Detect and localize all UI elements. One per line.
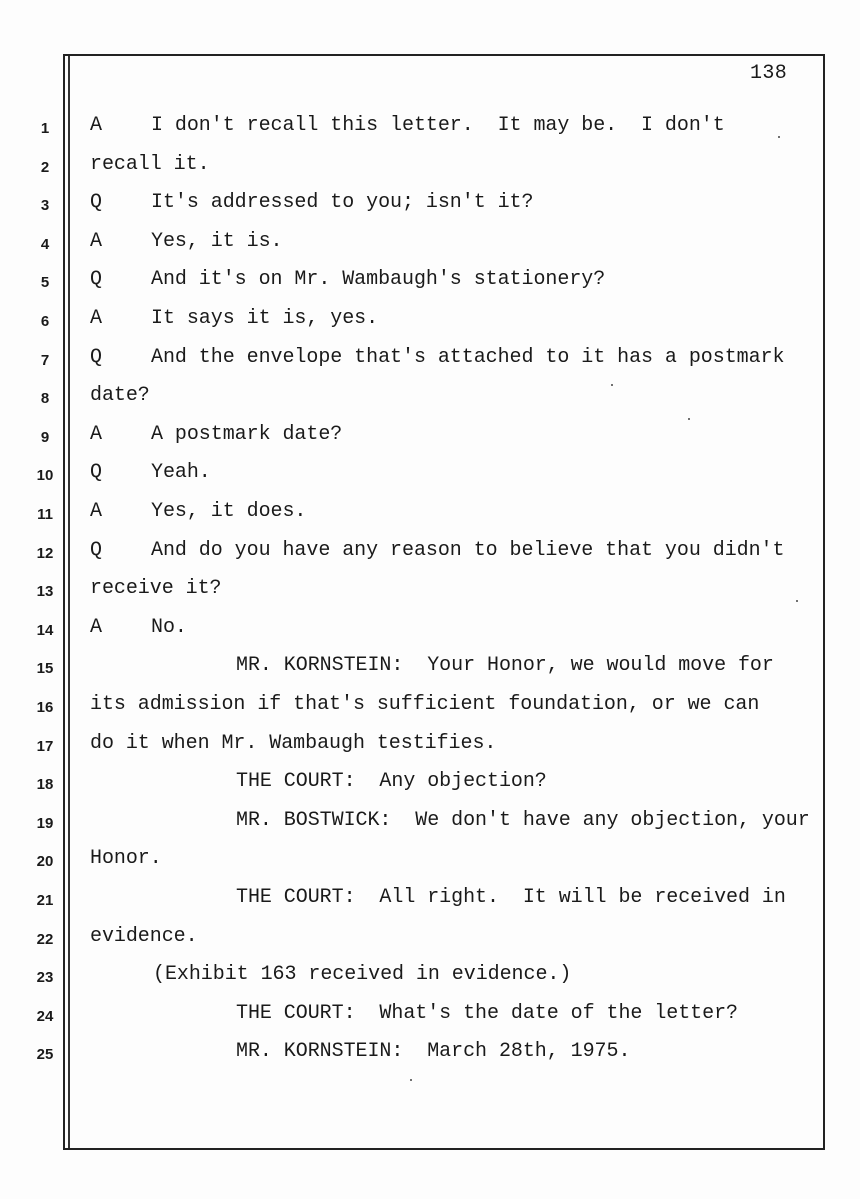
transcript-line: [0, 191, 860, 229]
line-text: recall it.: [90, 152, 210, 176]
speaker-label: A: [90, 615, 103, 639]
line-number: 3: [40, 197, 50, 215]
line-text: It says it is, yes.: [151, 307, 379, 330]
speaker-label: A: [90, 422, 103, 446]
speaker-label: Q: [90, 538, 103, 562]
line-text: It's addressed to you; isn't it?: [151, 191, 534, 215]
transcript-line: [0, 500, 860, 538]
line-text: I don't recall this letter. It may be. I don't: [151, 114, 725, 137]
transcript-line: [0, 114, 860, 152]
transcript-line: [0, 423, 860, 461]
transcript-line: [0, 963, 860, 1001]
line-number: 21: [36, 892, 54, 909]
transcript-line: [0, 693, 860, 731]
transcript-line: [0, 770, 860, 808]
transcript-line: [0, 268, 860, 306]
line-text: Yeah.: [151, 461, 211, 485]
line-number: 6: [40, 313, 50, 330]
line-number: 13: [36, 583, 54, 601]
transcript-line: [0, 925, 860, 963]
page-number: 138: [750, 62, 788, 85]
line-text: Yes, it does.: [151, 500, 307, 523]
line-text: evidence.: [90, 924, 198, 948]
transcript-line: [0, 307, 860, 345]
line-number: 25: [36, 1046, 54, 1064]
transcript-line: [0, 809, 860, 847]
transcript-line: [0, 153, 860, 191]
line-number: 20: [36, 853, 54, 871]
transcript-line: [0, 1002, 860, 1040]
line-text: THE COURT: Any objection?: [236, 770, 547, 794]
line-number: 8: [40, 390, 50, 408]
line-text: (Exhibit 163 received in evidence.): [153, 963, 572, 987]
line-number: 23: [36, 969, 54, 987]
speaker-label: Q: [90, 191, 103, 215]
speaker-label: Q: [90, 461, 103, 485]
transcript-line: [0, 461, 860, 499]
transcript-line: [0, 616, 860, 654]
line-text: receive it?: [90, 577, 222, 601]
line-text: And the envelope that's attached to it has a postmark: [151, 345, 785, 369]
line-number: 7: [40, 351, 50, 369]
speaker-label: Q: [90, 268, 103, 292]
scan-speck: [778, 136, 780, 138]
transcript-line: [0, 654, 860, 692]
line-number: 18: [36, 776, 54, 794]
line-number: 12: [36, 544, 54, 562]
line-text: No.: [151, 615, 187, 639]
line-number: 2: [40, 158, 50, 176]
line-number: 24: [36, 1007, 54, 1025]
speaker-label: A: [90, 229, 103, 253]
speaker-label: Q: [90, 345, 103, 369]
line-number: 17: [36, 737, 54, 755]
line-text: THE COURT: What's the date of the letter?: [236, 1001, 738, 1025]
line-number: 15: [36, 660, 54, 678]
transcript-line: [0, 847, 860, 885]
line-number: 4: [40, 235, 50, 253]
transcript-line: [0, 732, 860, 770]
transcript-line: [0, 230, 860, 268]
scan-speck: [611, 384, 613, 386]
transcript-line: [0, 384, 860, 422]
speaker-label: A: [90, 500, 103, 523]
line-number: 16: [36, 699, 54, 716]
transcript-line: [0, 886, 860, 924]
line-number: 14: [36, 621, 54, 639]
speaker-label: A: [90, 114, 103, 137]
line-number: 1: [40, 120, 50, 137]
line-number: 10: [36, 467, 54, 485]
transcript-line: [0, 1040, 860, 1078]
line-number: 5: [40, 274, 50, 292]
line-text: do it when Mr. Wambaugh testifies.: [90, 731, 497, 755]
line-text: Honor.: [90, 847, 162, 871]
line-text: date?: [90, 384, 150, 408]
line-text: Yes, it is.: [151, 229, 283, 253]
line-number: 22: [36, 930, 54, 948]
line-text: THE COURT: All right. It will be received in: [236, 886, 786, 909]
line-number: 19: [36, 814, 54, 832]
transcript-line: [0, 346, 860, 384]
line-text: And do you have any reason to believe that you didn't: [151, 538, 785, 562]
line-number: 11: [37, 506, 53, 523]
scan-speck: [796, 600, 798, 602]
transcript-line: [0, 577, 860, 615]
line-text: MR. KORNSTEIN: Your Honor, we would move for: [236, 654, 774, 678]
line-text: MR. BOSTWICK: We don't have any objection, your: [236, 808, 810, 832]
transcript-line: [0, 539, 860, 577]
line-text: And it's on Mr. Wambaugh's stationery?: [151, 268, 606, 292]
scan-speck: [410, 1079, 412, 1081]
line-text: A postmark date?: [151, 422, 343, 446]
line-number: 9: [40, 428, 50, 446]
line-text: its admission if that's sufficient foundation, or we can: [90, 693, 760, 716]
scan-speck: [688, 418, 690, 420]
line-text: MR. KORNSTEIN: March 28th, 1975.: [236, 1040, 631, 1064]
speaker-label: A: [90, 307, 103, 330]
